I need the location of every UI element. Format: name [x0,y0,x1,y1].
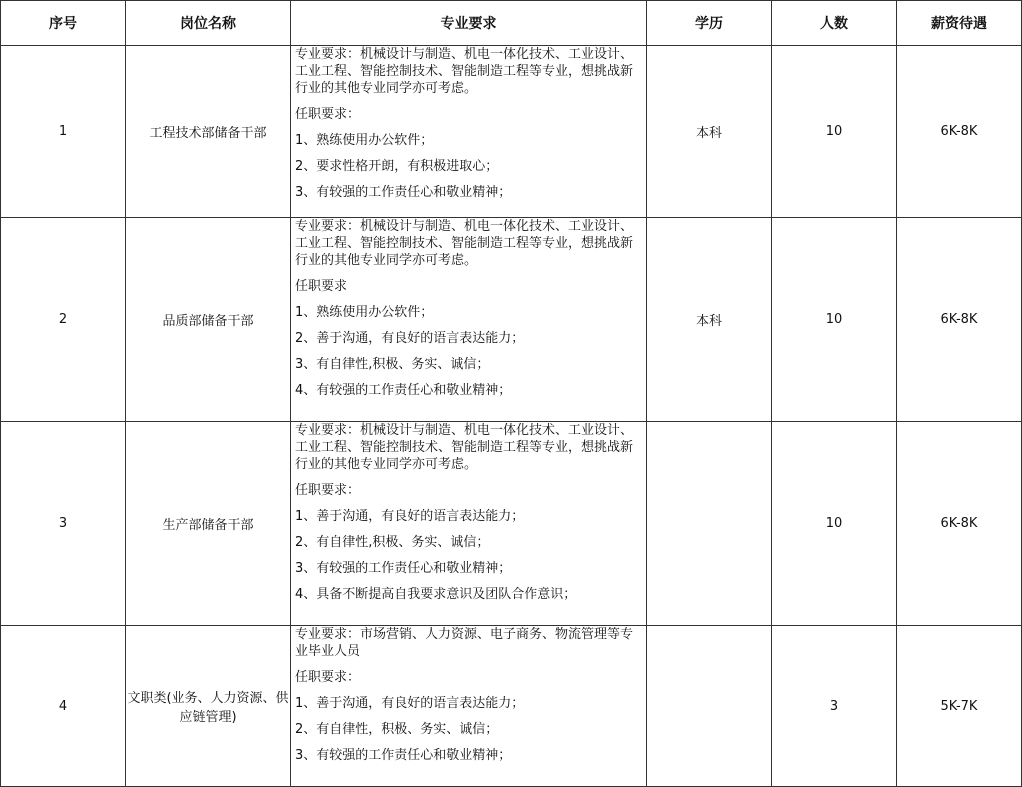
header-education: 学历 [647,1,772,46]
job-requirement-title: 任职要求 [295,279,348,294]
requirement-item: 3、有较强的工作责任心和敬业精神； [295,185,512,200]
header-row [1,1,1022,46]
cell-salary: 6K-8K [897,218,1022,422]
cell-no: 2 [1,218,126,422]
major-requirement: 专业要求：机械设计与制造、机电一体化技术、工业设计、工业工程、智能控制技术、智能制造工程等专业，想挑战新行业的其他专业同学亦可考虑。 [295,219,634,268]
cell-count: 3 [772,626,897,787]
cell-education [647,422,772,626]
cell-requirements [291,218,647,422]
cell-position: 工程技术部储备干部 [126,46,291,218]
header-position: 岗位名称 [126,1,291,46]
cell-count: 10 [772,422,897,626]
cell-position: 生产部储备干部 [126,422,291,626]
cell-position: 品质部储备干部 [126,218,291,422]
header-count: 人数 [772,1,897,46]
requirement-item: 1、善于沟通，有良好的语言表达能力； [295,696,525,711]
cell-requirements [291,422,647,626]
cell-salary: 5K-7K [897,626,1022,787]
cell-count: 10 [772,218,897,422]
cell-count: 10 [772,46,897,218]
table-row [1,626,1022,787]
requirement-item: 4、有较强的工作责任心和敬业精神； [295,383,512,398]
table-row [1,218,1022,422]
job-requirement-title: 任职要求： [295,670,361,685]
requirement-item: 3、有较强的工作责任心和敬业精神； [295,561,512,576]
header-no: 序号 [1,1,126,46]
major-requirement: 专业要求：机械设计与制造、机电一体化技术、工业设计、工业工程、智能控制技术、智能制造工程等专业，想挑战新行业的其他专业同学亦可考虑。 [295,47,634,96]
cell-position: 文职类(业务、人力资源、供应链管理) [126,626,291,787]
major-requirement: 专业要求：市场营销、人力资源、电子商务、物流管理等专业毕业人员 [295,627,634,659]
cell-salary: 6K-8K [897,422,1022,626]
requirement-item: 3、有较强的工作责任心和敬业精神； [295,748,512,763]
major-requirement: 专业要求：机械设计与制造、机电一体化技术、工业设计、工业工程、智能控制技术、智能制造工程等专业，想挑战新行业的其他专业同学亦可考虑。 [295,423,634,472]
requirement-item: 1、熟练使用办公软件； [295,305,434,320]
cell-no: 3 [1,422,126,626]
requirement-item: 2、善于沟通，有良好的语言表达能力； [295,331,525,346]
cell-no: 1 [1,46,126,218]
cell-no: 4 [1,626,126,787]
header-major: 专业要求 [291,1,647,46]
requirement-item: 1、善于沟通，有良好的语言表达能力； [295,509,525,524]
job-requirement-title: 任职要求： [295,107,361,122]
cell-education: 本科 [647,46,772,218]
cell-requirements [291,46,647,218]
header-salary: 薪资待遇 [897,1,1022,46]
table-row [1,46,1022,218]
cell-education: 本科 [647,218,772,422]
cell-salary: 6K-8K [897,46,1022,218]
cell-education [647,626,772,787]
job-requirement-title: 任职要求： [295,483,361,498]
requirement-item: 1、熟练使用办公软件； [295,133,434,148]
requirement-item: 2、要求性格开朗，有积极进取心； [295,159,499,174]
table-row [1,422,1022,626]
requirement-item: 2、有自律性，积极、务实、诚信； [295,722,499,737]
cell-requirements [291,626,647,787]
requirement-item: 3、有自律性,积极、务实、诚信； [295,357,490,372]
requirement-item: 4、具备不断提高自我要求意识及团队合作意识； [295,587,577,602]
requirement-item: 2、有自律性,积极、务实、诚信； [295,535,490,550]
